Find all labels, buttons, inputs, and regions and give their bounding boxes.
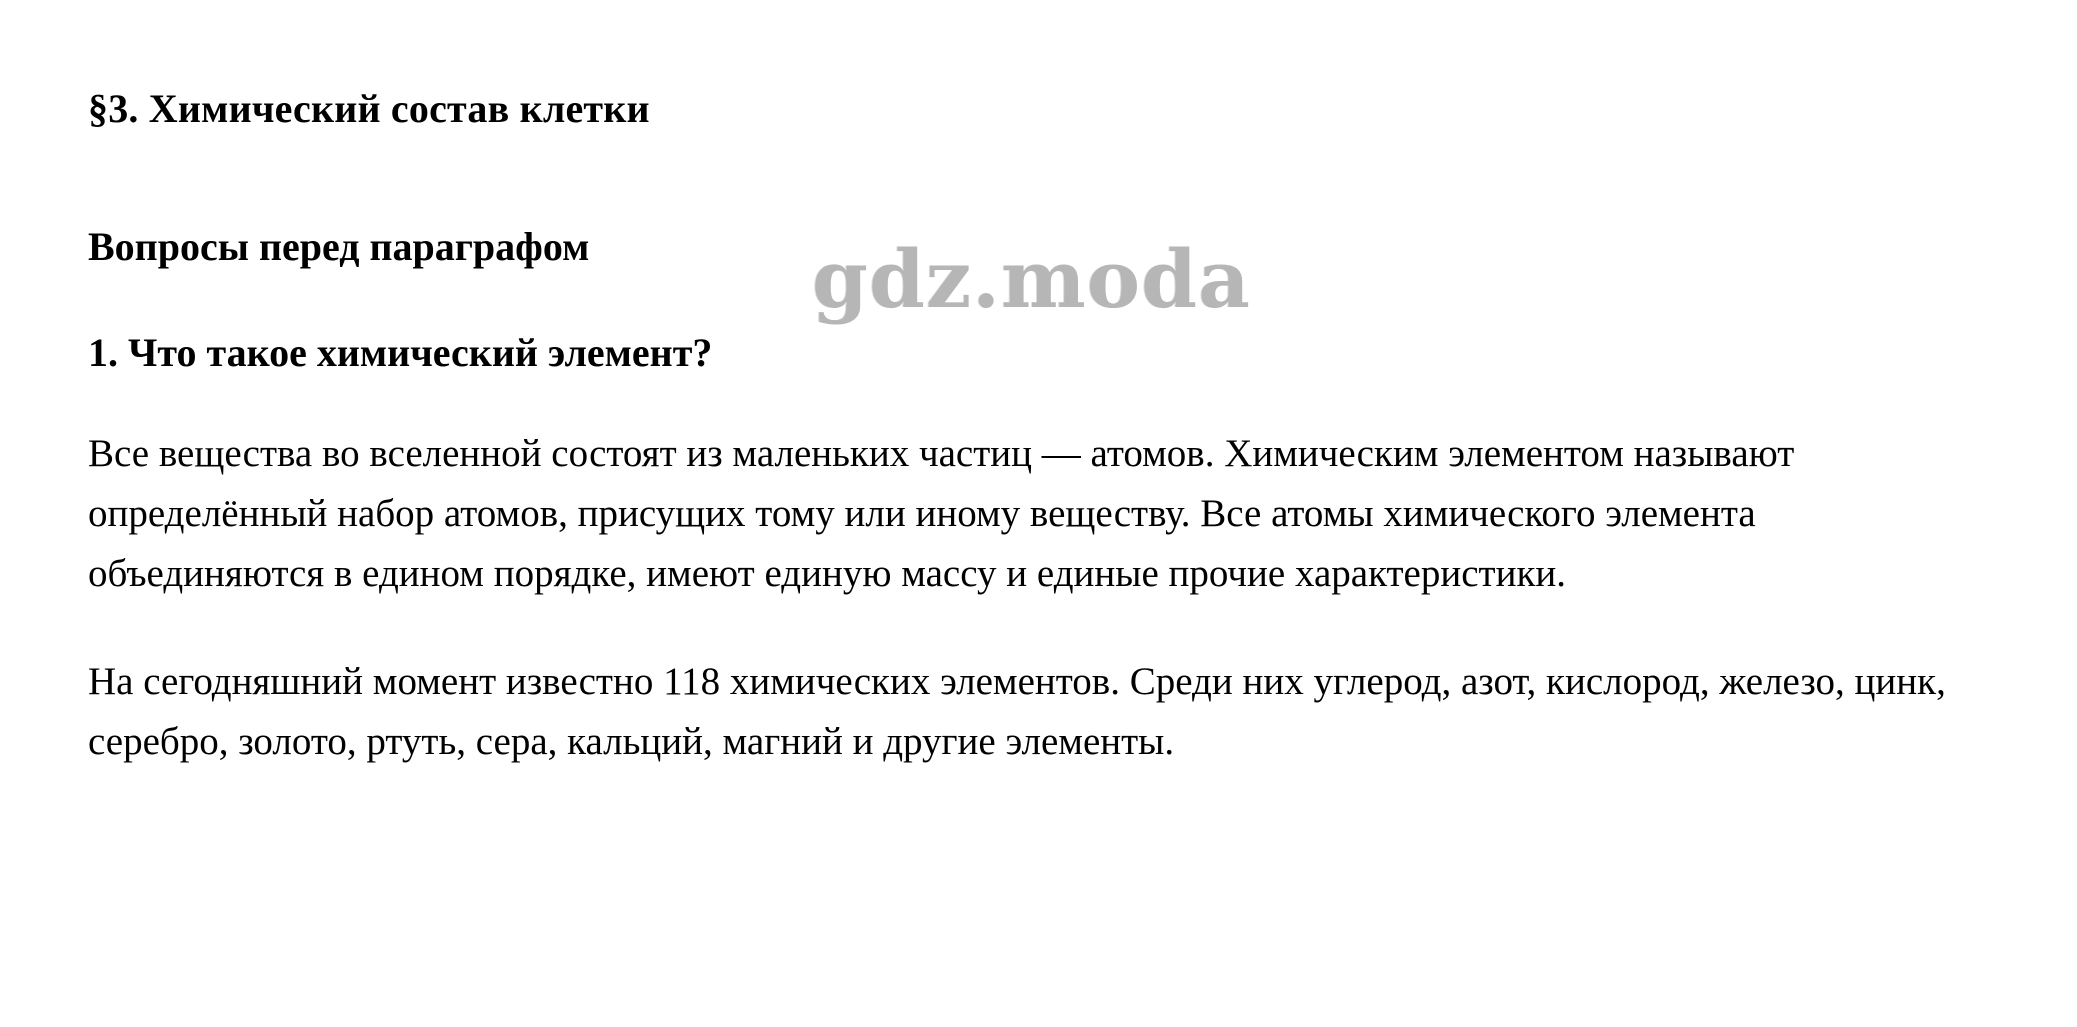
- answer-paragraph-1: Все вещества во вселенной состоят из маленьких частиц — атомов. Химическим элементом называют определённый набор атомов, присущих тому или иному веществу. Все атомы химического элемента объединяются в едином порядке, имеют единую массу и единые прочие характеристики.: [88, 432, 1795, 596]
- page-title: §3. Химический состав клетки: [88, 86, 650, 131]
- answer-paragraph-2: На сегодняшний момент известно 118 химических элементов. Среди них углерод, азот, кислород, железо, цинк, серебро, золото, ртуть, сера, кальций, магний и другие элементы.: [88, 660, 1946, 764]
- section-heading-questions-before-paragraph: Вопросы перед параграфом: [88, 224, 590, 269]
- question-heading-1: 1. Что такое химический элемент?: [88, 330, 713, 375]
- site-watermark: gdz.moda: [812, 232, 1251, 326]
